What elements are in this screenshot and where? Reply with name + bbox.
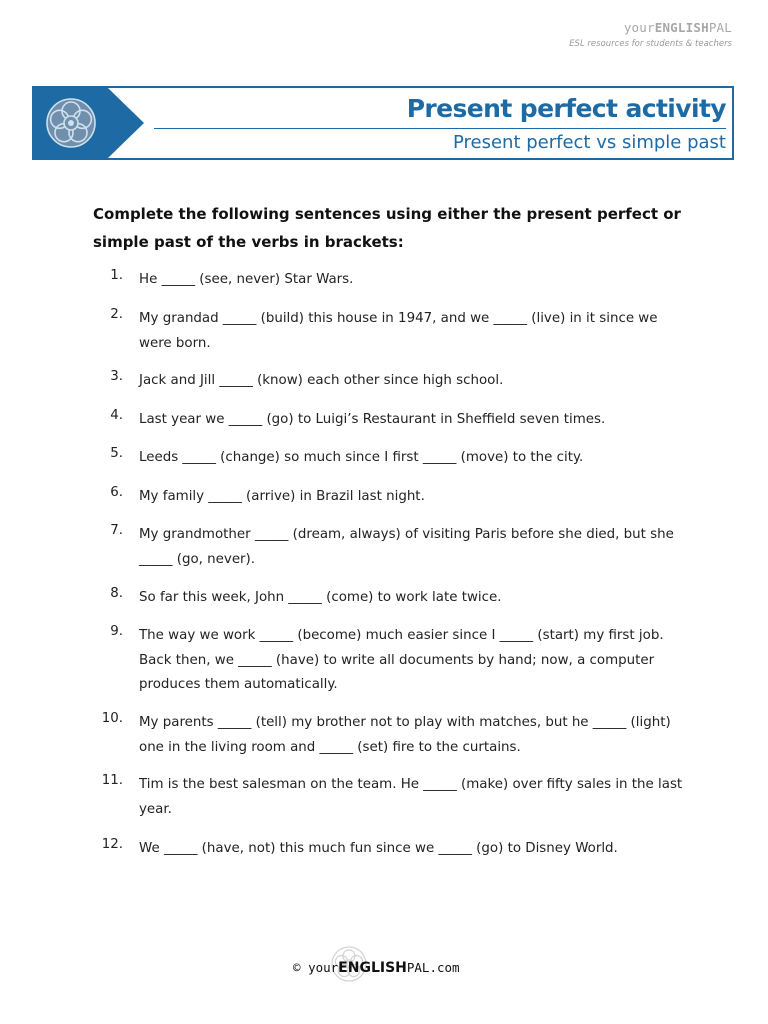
item-text: Jack and Jill _____ (know) each other since high school. xyxy=(139,373,504,388)
item-text: He _____ (see, never) Star Wars. xyxy=(139,272,354,287)
item-number: 2. xyxy=(110,307,123,322)
item-text: Last year we _____ (go) to Luigi’s Restaurant in Sheffield seven times. xyxy=(139,412,606,427)
item-text: So far this week, John _____ (come) to work late twice. xyxy=(139,590,502,605)
item-text: Leeds _____ (change) so much since I first _____ (move) to the city. xyxy=(139,450,584,465)
item-text: My parents _____ (tell) my brother not to play with matches, but he _____ (light) one in the living room and _____ (set) fire to the curtains. xyxy=(139,715,671,755)
brand-logo: yourENGLISHPAL xyxy=(623,20,732,35)
item-number: 12. xyxy=(101,837,123,852)
page-subtitle: Present perfect vs simple past xyxy=(452,132,726,153)
item-number: 8. xyxy=(110,586,123,601)
item-text: Tim is the best salesman on the team. He _____ (make) over fifty sales in the last year. xyxy=(139,777,683,817)
item-number: 10. xyxy=(101,711,123,726)
page-title: Present perfect activity xyxy=(406,94,726,123)
brand-tagline: ESL resources for students & teachers xyxy=(569,39,732,49)
item-number: 5. xyxy=(110,446,123,461)
item-number: 11. xyxy=(101,773,123,788)
item-number: 7. xyxy=(110,523,123,538)
item-number: 1. xyxy=(110,268,123,283)
item-number: 4. xyxy=(110,408,123,423)
item-text: My family _____ (arrive) in Brazil last night. xyxy=(139,489,425,504)
brand-header xyxy=(569,20,732,49)
footer-copyright: © yourENGLISHPAL.com xyxy=(293,960,460,976)
item-text: We _____ (have, not) this much fun since we _____ (go) to Disney World. xyxy=(139,841,618,856)
item-text: My grandad _____ (build) this house in 1947, and we _____ (live) in it since we were born. xyxy=(139,311,658,351)
tudor-rose-icon xyxy=(34,88,144,158)
item-number: 9. xyxy=(110,624,123,639)
item-number: 6. xyxy=(110,485,123,500)
title-divider xyxy=(154,128,726,129)
item-number: 3. xyxy=(110,369,123,384)
item-text: The way we work _____ (become) much easier since I _____ (start) my first job. Back then, we _____ (have) to write all documents by hand; now, a computer produces them automatically. xyxy=(139,628,664,692)
instructions: Complete the following sentences using either the present perfect or simple past of the verbs in brackets: xyxy=(93,205,681,251)
title-banner xyxy=(32,86,734,160)
item-text: My grandmother _____ (dream, always) of visiting Paris before she died, but she _____ (go, never). xyxy=(139,527,674,567)
